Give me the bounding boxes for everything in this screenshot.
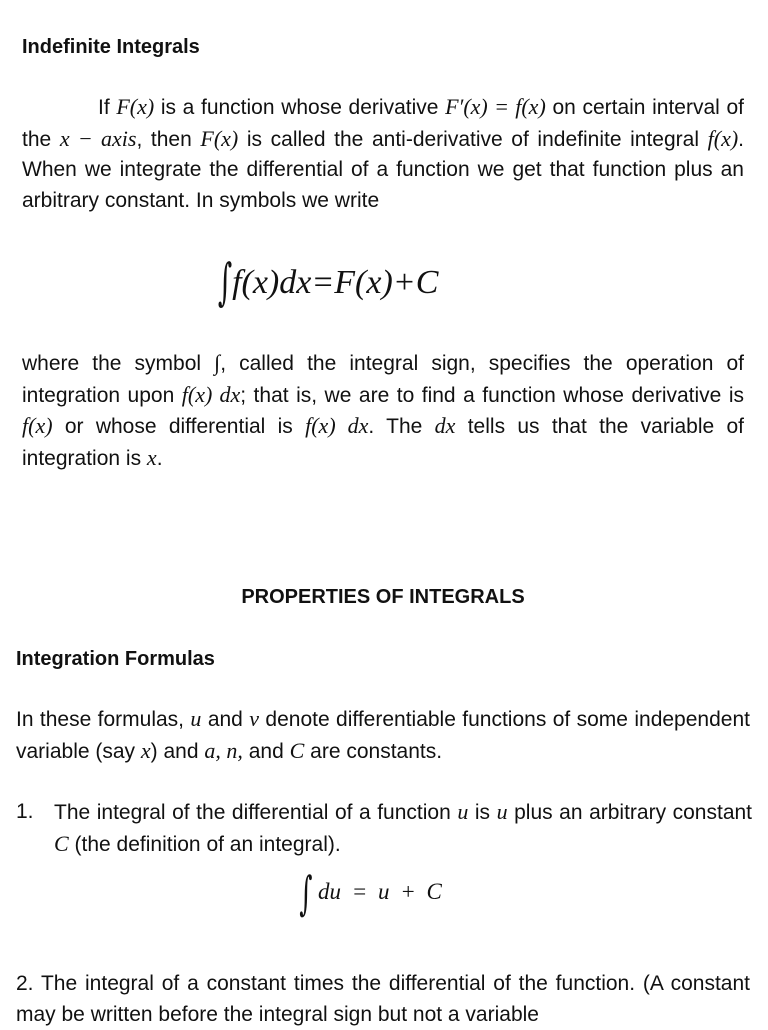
math-v: v (249, 706, 260, 731)
math-Fx: F(x) (116, 94, 155, 119)
math-x-axis: x − axis (59, 125, 137, 151)
math-derivative: F′(x) = f(x) (445, 94, 546, 119)
math-dx: dx (434, 413, 456, 438)
math-u-3: u (496, 799, 508, 824)
equation-body: f(x)dx=F(x)+C (232, 264, 439, 301)
paragraph-formulas-intro: In these formulas, u and v denote differentiable functions of some independent variable (say x) and a, n, and C are constants. (16, 706, 750, 763)
integral-sign-icon: ∫ (217, 253, 233, 311)
list-item-2-text: 2. The integral of a constant times the differential of the function. (A constant may be written before the integral sign but not a variable (16, 972, 750, 1026)
list-item-1-number: 1. (16, 800, 34, 823)
integral-symbol-inline: ∫ (214, 350, 221, 375)
equation-du (294, 866, 442, 920)
math-constants: a, n, (204, 737, 243, 763)
equation-indefinite-integral (212, 253, 439, 311)
paragraph-definition: If F(x) is a function whose derivative F′(x) = f(x) on certain interval of the x − axis, then F(x) is called the anti-derivative of indefinite integral f(x). When we integrate the differential of a function we get that function plus an arbitrary constant. In symbols we write (22, 94, 744, 212)
equation-du-body: du = u + C (317, 879, 442, 904)
math-C: C (289, 737, 305, 763)
math-fx: f(x) (707, 125, 739, 151)
math-fx-dx-2: f(x) dx (305, 413, 369, 438)
subheading-integration-formulas: Integration Formulas (16, 648, 215, 670)
paragraph-integral-sign: where the symbol ∫, called the integral sign, specifies the operation of integration upon f(x) dx; that is, we are to find a function whose derivative is f(x) or whose differential is f(x) dx. The dx tells us that the variable of integration is x. (22, 350, 745, 470)
math-u-2: u (457, 799, 469, 824)
math-C-2: C (54, 830, 69, 856)
math-Fx-2: F(x) (200, 125, 239, 151)
section-heading-indefinite-integrals: Indefinite Integrals (22, 36, 200, 58)
math-x: x (146, 444, 157, 470)
list-item-1-text: The integral of the differential of a function u is u plus an arbitrary constant C (the definition of an integral). (54, 799, 753, 856)
math-fx-2: f(x) (22, 413, 53, 438)
section-title-properties: PROPERTIES OF INTEGRALS (241, 586, 525, 608)
integral-sign-icon: ∫ (299, 866, 313, 920)
math-x-var: x (140, 737, 151, 763)
math-u: u (190, 706, 202, 731)
math-fx-dx: f(x) dx (181, 381, 241, 407)
